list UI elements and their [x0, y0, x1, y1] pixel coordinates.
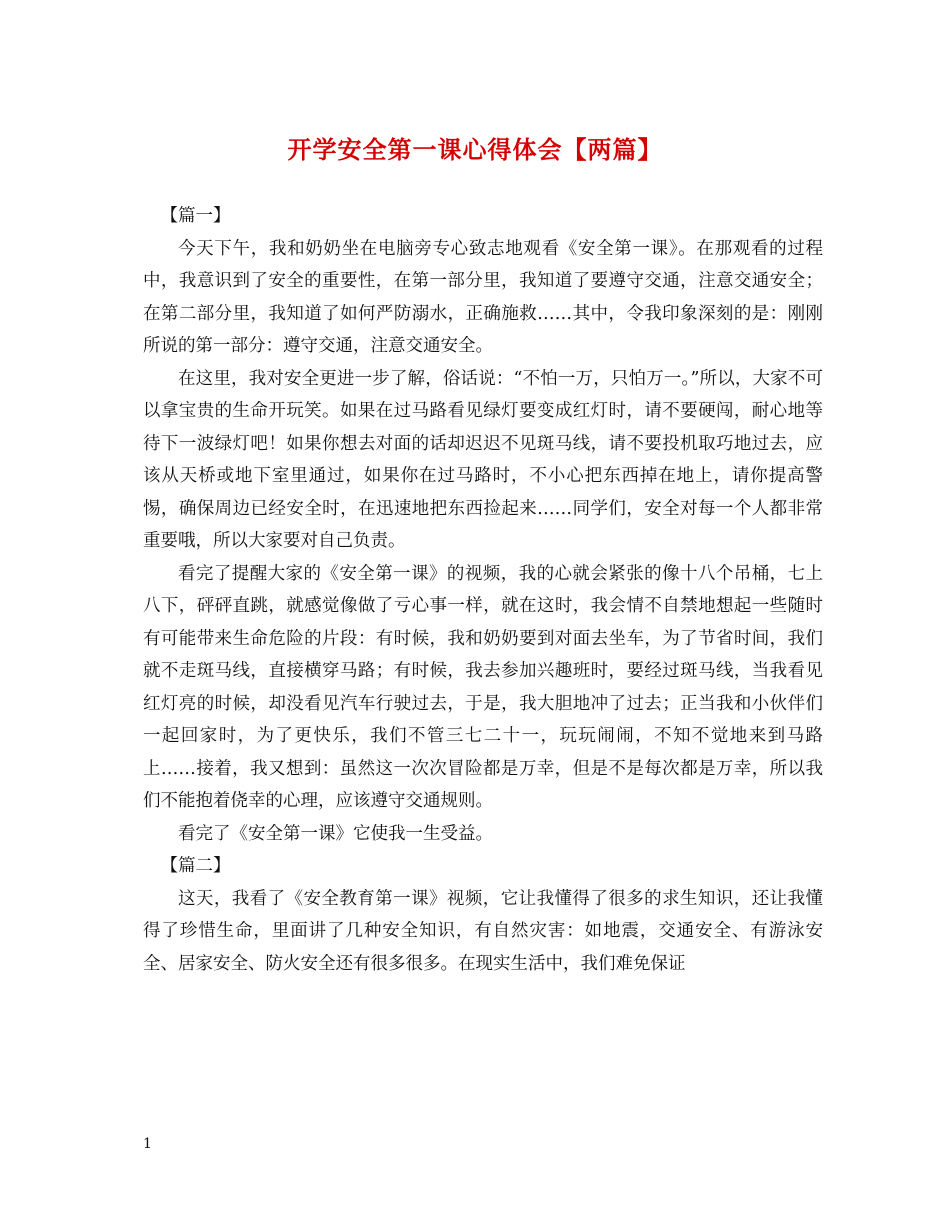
page-number: 1	[143, 1136, 152, 1152]
document-title: 开学安全第一课心得体会【两篇】	[287, 135, 663, 164]
paragraph: 看完了《安全第一课》它使我一生受益。	[178, 823, 493, 844]
paragraph: 看完了提醒大家的《安全第一课》的视频，我的心就会紧张的像十八个吊桶，七上八下，砰砰直跳，就感觉像做了亏心事一样，就在这时，我会情不自禁地想起一些随时有可能带来生命危险的片段：有时候，我和奶奶要到对面去坐车，为了节省时间，我们就不走斑马线，直接横穿马路；有时候，我去参加兴趣班时，要经过斑马线，当我看见红灯亮的时候，却没看见汽车行驶过去，于是，我大胆地冲了过去；正当我和小伙伴们一起回家时，为了更快乐，我们不管三七二十一，玩玩闹闹，不知不觉地来到马路上……接着，我又想到：虽然这一次次冒险都是万幸，但是不是每次都是万幸，所以我们不能抱着侥幸的心理，应该遵守交通规则。	[143, 563, 823, 811]
section-heading-1: 【篇一】	[160, 206, 231, 226]
paragraph: 今天下午，我和奶奶坐在电脑旁专心致志地观看《安全第一课》。在那观看的过程中，我意识到了安全的重要性，在第一部分里，我知道了要遵守交通，注意交通安全；在第二部分里，我知道了如何严防溺水，正确施救……其中，令我印象深刻的是：刚刚所说的第一部分：遵守交通，注意交通安全。	[143, 238, 823, 356]
paragraph: 这天，我看了《安全教育第一课》视频，它让我懂得了很多的求生知识，还让我懂得了珍惜生命，里面讲了几种安全知识，有自然灾害：如地震，交通安全、有游泳安全、居家安全、防火安全还有很多很多。在现实生活中，我们难免保证	[143, 888, 823, 974]
document-body	[143, 200, 823, 980]
section-heading-2: 【篇二】	[160, 856, 231, 876]
paragraph: 在这里，我对安全更进一步了解，俗话说：“不怕一万，只怕万一。”所以，大家不可以拿宝贵的生命开玩笑。如果在过马路看见绿灯要变成红灯时，请不要硬闯，耐心地等待下一波绿灯吧！如果你想去对面的话却迟迟不见斑马线，请不要投机取巧地过去，应该从天桥或地下室里通过，如果你在过马路时，不小心把东西掉在地上，请你提高警惕，确保周边已经安全时，在迅速地把东西捡起来……同学们，安全对每一个人都非常重要哦，所以大家要对自己负责。	[143, 368, 823, 551]
